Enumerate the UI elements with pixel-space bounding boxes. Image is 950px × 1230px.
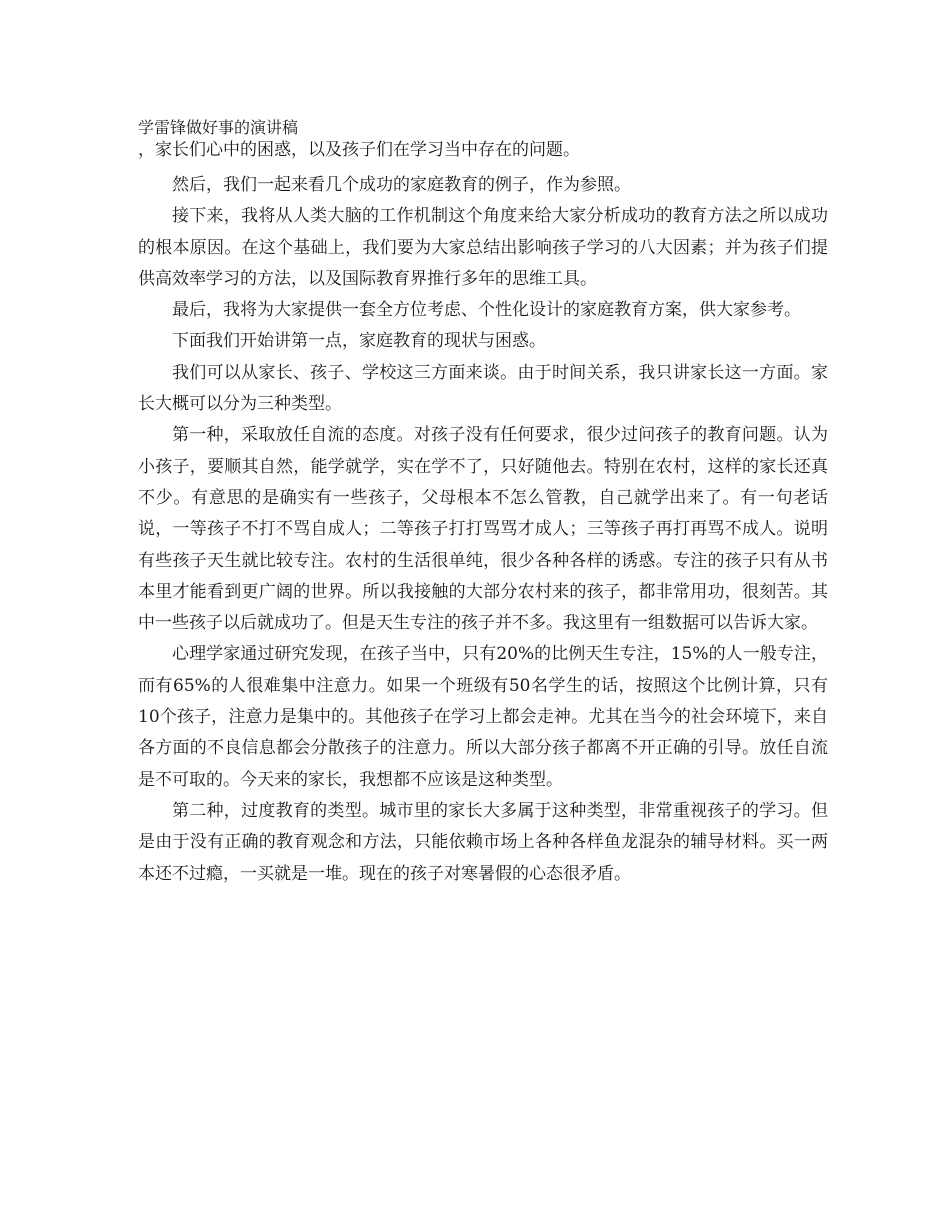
paragraph-7: 第一种，采取放任自流的态度。对孩子没有任何要求，很少过问孩子的教育问题。认为小孩子，要顺其自然，能学就学，实在学不了，只好随他去。特别在农村，这样的家长还真不少。有意思的是确实有一些孩子，父母根本不怎么管教，自己就学出来了。有一句老话说，一等孩子不打不骂自成人；二等孩子打打骂骂才成人；三等孩子再打再骂不成人。说明有些孩子天生就比较专注。农村的生活很单纯，很少各种各样的诱惑。专注的孩子只有从书本里才能看到更广阔的世界。所以我接触的大部分农村来的孩子，都非常用功，很刻苦。其中一些孩子以后就成功了。但是天生专注的孩子并不多。我这里有一组数据可以告诉大家。	[138, 425, 828, 634]
paragraph-2: 然后，我们一起来看几个成功的家庭教育的例子，作为参照。	[172, 175, 631, 195]
paragraph-8: 心理学家通过研究发现，在孩子当中，只有20%的比例天生专注，15%的人一般专注，而有65%的人很难集中注意力。如果一个班级有50名学生的话，按照这个比例计算，只有10个孩子，注意力是集中的。其他孩子在学习上都会走神。尤其在当今的社会环境下，来自各方面的不良信息都会分散孩子的注意力。所以大部分孩子都离不开正确的引导。放任自流是不可取的。今天来的家长，我想都不应该是这种类型。	[138, 644, 828, 790]
paragraph-4: 最后，我将为大家提供一套全方位考虑、个性化设计的家庭教育方案，供大家参考。	[172, 300, 801, 321]
paragraph-5: 下面我们开始讲第一点，家庭教育的现状与困惑。	[172, 331, 546, 352]
document-body	[138, 117, 828, 890]
paragraph-9: 第二种，过度教育的类型。城市里的家长大多属于这种类型，非常重视孩子的学习。但是由于没有正确的教育观念和方法，只能依赖市场上各种各样鱼龙混杂的辅导材料。买一两本还不过瘾，一买就是一堆。现在的孩子对寒暑假的心态很矛盾。	[138, 800, 828, 884]
paragraph-6: 我们可以从家长、孩子、学校这三方面来谈。由于时间关系，我只讲家长这一方面。家长大概可以分为三种类型。	[138, 362, 828, 415]
paragraph-1: ，家长们心中的困惑，以及孩子们在学习当中存在的问题。	[138, 140, 580, 160]
paragraph-3: 接下来，我将从人类大脑的工作机制这个角度来给大家分析成功的教育方法之所以成功的根本原因。在这个基础上，我们要为大家总结出影响孩子学习的八大因素；并为孩子们提供高效率学习的方法，以及国际教育界推行多年的思维工具。	[138, 206, 828, 289]
document-title: 学雷锋做好事的演讲稿	[138, 118, 299, 137]
